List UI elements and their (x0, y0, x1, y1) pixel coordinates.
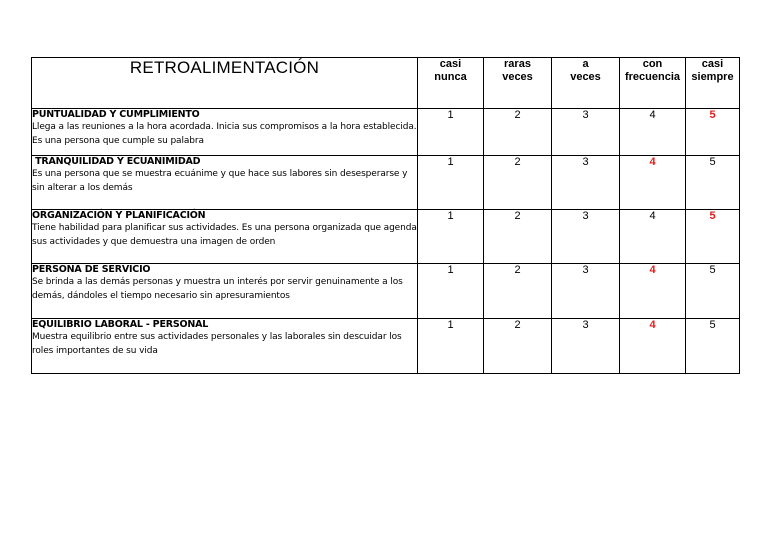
score-cell[interactable]: 5 (686, 109, 740, 156)
score-cell[interactable]: 4 (620, 210, 686, 264)
score-cell[interactable]: 1 (418, 156, 484, 210)
scale-header-a-veces (552, 58, 620, 109)
scale-header-line: frecuencia (624, 71, 681, 83)
scale-header-line: siempre (691, 71, 734, 83)
score-cell[interactable]: 3 (552, 109, 620, 156)
score-cell[interactable]: 1 (418, 210, 484, 264)
table-row (32, 210, 740, 264)
item-description-cell (32, 319, 418, 374)
score-cell[interactable]: 1 (418, 264, 484, 319)
scale-header-con-frecuencia (620, 58, 686, 109)
scale-header-line: casi (439, 58, 462, 70)
score-cell[interactable]: 4 (620, 264, 686, 319)
score-cell[interactable]: 5 (686, 156, 740, 210)
score-cell[interactable]: 3 (552, 156, 620, 210)
scale-header-line: raras (504, 58, 531, 70)
item-description-cell (32, 156, 418, 210)
table-row (32, 264, 740, 319)
item-description: Muestra equilibrio entre sus actividades personales y las laborales sin descuidar los roles importantes de su vida (32, 332, 402, 356)
header-row (32, 58, 740, 109)
scale-header-line: casi (701, 58, 724, 70)
score-cell[interactable]: 2 (484, 264, 552, 319)
table-row (32, 156, 740, 210)
scale-header-line: a (582, 58, 589, 70)
score-cell[interactable]: 4 (620, 156, 686, 210)
feedback-table (31, 57, 740, 374)
scale-header-casi-nunca (418, 58, 484, 109)
table-title: RETROALIMENTACIÓN (32, 58, 418, 109)
scale-header-line: veces (502, 71, 533, 83)
scale-header-raras-veces (484, 58, 552, 109)
scale-header-line: nunca (434, 71, 467, 83)
score-cell[interactable]: 2 (484, 319, 552, 374)
item-description-cell (32, 264, 418, 319)
scale-header-casi-siempre (686, 58, 740, 109)
item-title: PERSONA DE SERVICIO (32, 264, 151, 275)
item-description: Tiene habilidad para planificar sus actividades. Es una persona organizada que agenda sus actividades y que demuestra una imagen de orden (32, 223, 417, 247)
item-title: ORGANIZACIÓN Y PLANIFICACIÓN (32, 210, 206, 221)
item-title: EQUILIBRIO LABORAL - PERSONAL (32, 319, 209, 330)
score-cell[interactable]: 3 (552, 264, 620, 319)
score-cell[interactable]: 2 (484, 109, 552, 156)
score-cell[interactable]: 3 (552, 319, 620, 374)
scale-header-line: con (642, 58, 663, 70)
score-cell[interactable]: 2 (484, 156, 552, 210)
score-cell[interactable]: 2 (484, 210, 552, 264)
item-description: Es una persona que se muestra ecuánime y que hace sus labores sin desesperarse y sin alterar a los demás (32, 169, 408, 193)
score-cell[interactable]: 5 (686, 319, 740, 374)
item-description: Llega a las reuniones a la hora acordada. Inicia sus compromisos a la hora establecida. Es una persona que cumple su palabra (32, 122, 417, 146)
score-cell[interactable]: 3 (552, 210, 620, 264)
score-cell[interactable]: 5 (686, 264, 740, 319)
table-row (32, 319, 740, 374)
scale-header-line: veces (570, 71, 601, 83)
score-cell[interactable]: 5 (686, 210, 740, 264)
item-title: PUNTUALIDAD Y CUMPLIMIENTO (32, 109, 200, 120)
score-cell[interactable]: 4 (620, 319, 686, 374)
item-description-cell (32, 109, 418, 156)
score-cell[interactable]: 4 (620, 109, 686, 156)
item-title: TRANQUILIDAD Y ECUANIMIDAD (32, 156, 201, 167)
table-row (32, 109, 740, 156)
item-description-cell (32, 210, 418, 264)
score-cell[interactable]: 1 (418, 109, 484, 156)
score-cell[interactable]: 1 (418, 319, 484, 374)
item-description: Se brinda a las demás personas y muestra un interés por servir genuinamente a los demás, dándoles el tiempo necesario sin apresuramientos (32, 277, 403, 301)
